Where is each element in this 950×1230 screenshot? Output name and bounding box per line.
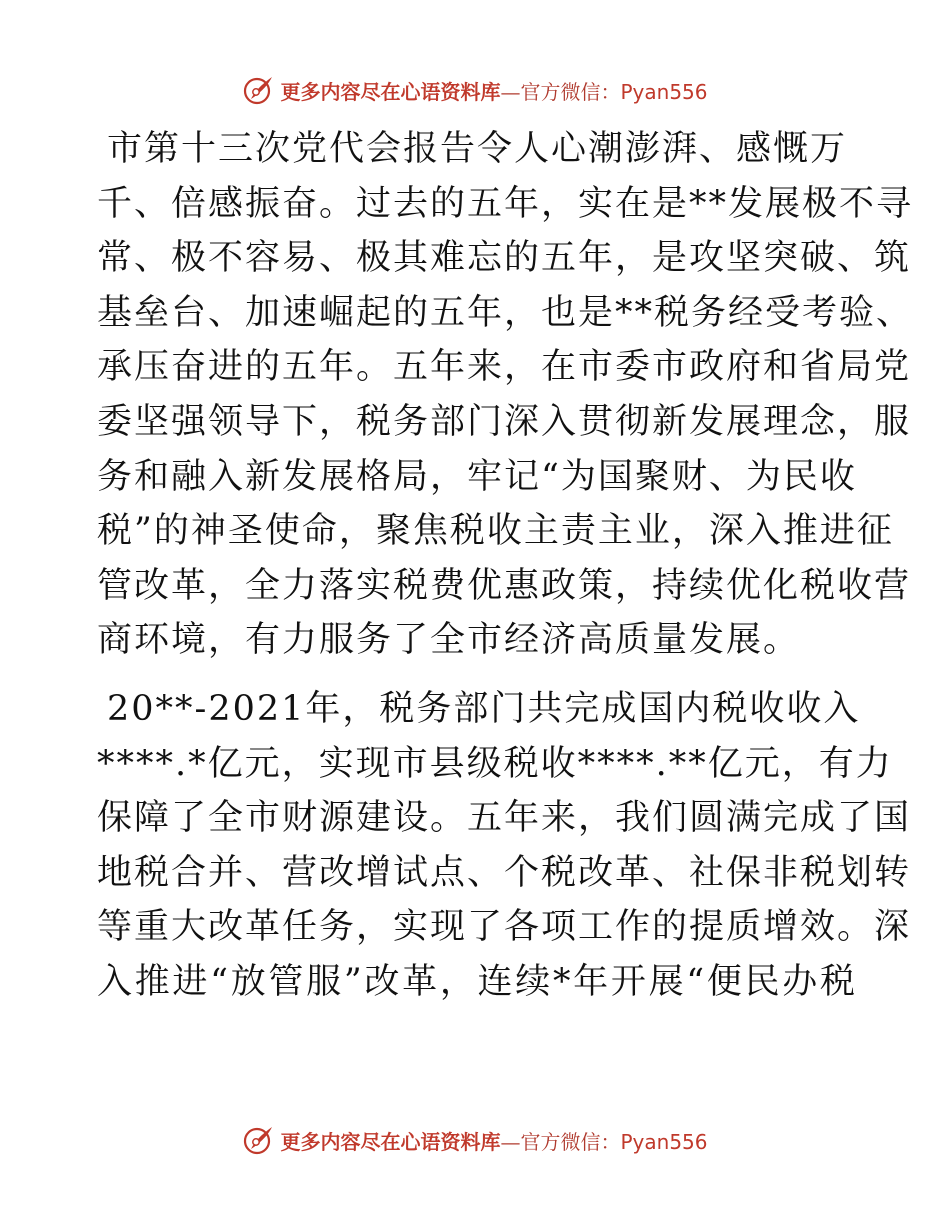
document-body <box>97 122 914 1018</box>
watermark-text <box>280 76 707 105</box>
text-line: 入推进“放管服”改革，连续*年开展“便民办税 <box>97 961 857 1002</box>
text-line: 常、极不容易、极其难忘的五年，是攻坚突破、筑 <box>97 238 912 279</box>
watermark-main: 更多内容尽在心语资料库 <box>280 79 501 104</box>
header-watermark-banner <box>0 70 950 110</box>
watermark-wechat-id: Pyan556 <box>620 1129 708 1154</box>
paragraph-2 <box>97 682 912 1010</box>
text-line: 千、倍感振奋。过去的五年，实在是**发展极不寻 <box>97 183 914 224</box>
watermark-dash: — <box>500 1129 521 1154</box>
watermark-official-label: 官方微信： <box>520 1129 621 1154</box>
text-line: 保障了全市财源建设。五年来，我们圆满完成了国 <box>97 798 912 839</box>
text-line: 20**-2021年，税务部门共完成国内税收收入 <box>107 688 861 729</box>
watermark-wechat-id: Pyan556 <box>620 79 708 104</box>
text-line: 务和融入新发展格局，牢记“为国聚财、为民收 <box>97 456 857 497</box>
text-line: 等重大改革任务，实现了各项工作的提质增效。深 <box>97 907 912 948</box>
quill-logo-icon <box>242 1123 276 1157</box>
footer-watermark-banner <box>0 1120 950 1160</box>
text-line: 地税合并、营改增试点、个税改革、社保非税划转 <box>97 852 912 893</box>
text-line: 商环境，有力服务了全市经济高质量发展。 <box>97 620 801 661</box>
text-line: 市第十三次党代会报告令人心潮澎湃、感慨万 <box>107 129 848 169</box>
text-line: 管改革，全力落实税费优惠政策，持续优化税收营 <box>97 565 912 606</box>
text-line: 基垒台、加速崛起的五年，也是**税务经受考验、 <box>97 292 914 333</box>
watermark-official-label: 官方微信： <box>520 79 621 104</box>
text-line: ****.*亿元，实现市县级税收****.**亿元，有力 <box>97 743 893 784</box>
quill-logo-icon <box>242 73 276 107</box>
text-line: 承压奋进的五年。五年来，在市委市政府和省局党 <box>97 347 912 388</box>
text-line: 税”的神圣使命，聚焦税收主责主业，深入推进征 <box>97 511 894 552</box>
paragraph-1 <box>97 122 914 668</box>
watermark-main: 更多内容尽在心语资料库 <box>280 1129 501 1154</box>
watermark-text <box>280 1126 707 1155</box>
watermark-dash: — <box>500 79 521 104</box>
text-line: 委坚强领导下，税务部门深入贯彻新发展理念，服 <box>97 401 912 442</box>
